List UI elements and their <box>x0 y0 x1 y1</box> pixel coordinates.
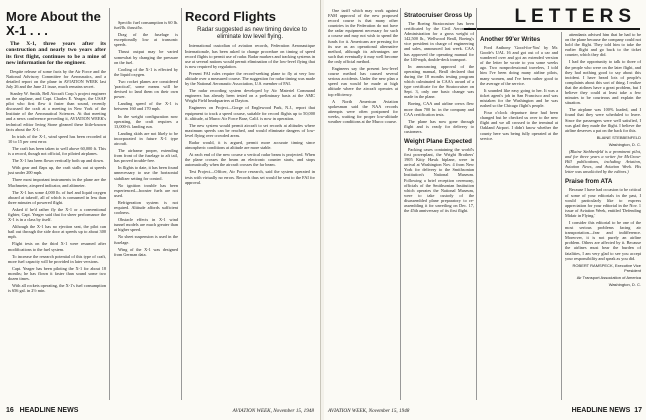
xone-column-2 <box>112 8 178 400</box>
column-rule <box>109 8 110 400</box>
record-paragraph: Radar would, it is argued, permit more accurate timing since atmospheric conditions at altitude are more stable. <box>185 140 315 151</box>
record-paragraph: The radar recording system developed by Air Materiel Command engineers has already been tested on a preliminary basis at the AMC Wright Field headquarters at Dayton. <box>185 88 315 104</box>
record-paragraph: At each end of the new course a vertical radar beam is projected. When the plane crosses the beam an electronic counter starts, and stops automatically when the aircraft crosses the far beam. <box>185 152 315 168</box>
column-rule <box>476 8 477 400</box>
xone-bullet: To increase the research potential of this type of craft, more fuel capacity will be provided in later versions. <box>8 253 106 264</box>
stratocruiser-paragraph: Boeing, CAA and airline crews flew more than 700 hr. in the company and CAA certification tests. <box>404 101 474 117</box>
stratocruiser-paragraph: In announcing approval of the operating manual, Beall declared that during the 18 months testing program which culminated in CAA's award of a type certificate for the Stratocruiser on Sept. 3, only one basic change was made in the plane. <box>404 63 474 100</box>
issue-date: AVIATION WEEK, November 15, 1948 <box>328 408 410 414</box>
stratocruiser-paragraph: The plane has now gone through flight and is ready for delivery to customers. <box>404 118 474 134</box>
xone-paragraph: Despite release of some facts by the Air Force and the National Advisory Committee for Aeronautics, and a detailed report on the plane in AVIATION WEEK last July 26 and the June 21 issue, much remains secret. <box>6 68 106 89</box>
xone-intro: The X-1, three years after its construction and nearly two years after its first flight, continues to be a mine of new information for the engineer. <box>6 41 106 67</box>
news-column-2 <box>404 8 474 400</box>
xone-bullet: Landing speed of the X-1 is between 160 and 170 mph. <box>114 101 178 112</box>
xone-bullet: Specific fuel consumption is 60 lb. fuel/lb. thrust/hr. <box>114 20 178 31</box>
xone-bullet: With all rockets operating, the X-1's fuel consumption is 656 gal. in 2½ min. <box>8 283 106 294</box>
stratocruiser-heading: Stratocruiser Gross Up <box>404 12 473 19</box>
record-flights-column <box>185 8 315 400</box>
fam-paragraph: One tariff which may work against FAM approval of the new proposed record course is that many other countries in the Federation do not have the radar equipment necessary for such a course and may not wish to spend the funds for it. Americans are pressing for its use as an operational alternative method, although its advantages are such that eventually it may well become the only official method. <box>328 8 398 64</box>
xone-bullet: Thrust output may be varied somewhat by changing the pressure on the fuel. <box>114 49 178 65</box>
record-flights-heading: Record Flights <box>185 9 277 24</box>
fam-paragraph: A North American Aviation spokesman said the NAA records attempts were often postponed for weeks, waiting for proper low-altitude weather conditions at the Muroc course. <box>328 98 398 124</box>
xone-bullet: Obstacle effects in X-1 wind tunnel models are much greater than at higher speed. <box>114 217 178 233</box>
letter-paragraph: I had the opportunity to talk to three of the people who were on the later flight, and they had nothing good to say about this incident. I have heard lots of people's complaints about this sort of thing. I realize that the airlines have a great problem, but I believe they could at least take a few minutes to be courteous and explain the situation. <box>565 59 641 106</box>
column-rule <box>181 8 182 400</box>
page-number: 17 <box>634 407 642 414</box>
xone-bullet: Three most important instruments in the plane are the Machmeter, airspeed indicator, and altimeter. <box>8 177 106 188</box>
column-rule <box>561 32 562 400</box>
xone-bullet: In the weight configuration now operating, the craft requires a 13,000-ft. landing run. <box>114 113 178 129</box>
letter-paragraph: It sounded like easy going to her. It was a ticket agent's job in San Francisco and was mistaken for the Washington and he was rushed so the Chicago flight's people. <box>480 87 558 109</box>
xone-bullet: Drag of the fuselage is exceptionally low at transonic speeds. <box>114 32 178 48</box>
xone-bullet: The craft has been taken to well above 60,000 ft. This is a record, though not official, for piloted airplanes. <box>8 145 106 157</box>
xone-bullet: Although the X-1 has no ejection seat, the pilot can bail out through the side door at speeds up to about 300 mph. <box>8 224 106 240</box>
footer-right <box>572 406 642 416</box>
praise-signature: Washington, D. C. <box>608 282 641 288</box>
letter-paragraph: Ford Anthony 'Good-for-You' by Mr. Goode's UAL 16 and got out of a car and wandered over and got an extended version of the letter he wrote to you some weeks ago. Two nonprofessional travelers, I told him I've been doing many airline pilots, many women, and I've been rather good to the average of the service. <box>480 45 558 86</box>
praise-paragraph: I consider this editorial to be one of the most serious problems facing air transportation—fear and indifference. Moreover, it is not purely an airline problem. Others are affected by it. Because the airlines must bear the burden of fatalities, I am very glad to see you accept your responsibility and speak as you did. <box>565 220 641 261</box>
letter-99er-heading: Another 99'er Writes <box>480 36 541 43</box>
weight-paragraph: Packing cases containing the world's first powerplant, the Wright Brothers' 1905 Kitty Hawk biplane, were in arrival at Washington Nov. 4 from New York for delivery to the Smithsonian Institution's National Museum. Following a brief reception ceremony, officials of the Smithsonian Institution which operates the National Museum, were to take custody of the disassembled plane preparatory to re-assembling it for unveiling on Dec. 17, the 45th anniversary of its first flight. <box>404 146 474 214</box>
record-paragraph: Present FAI rules require the record-seeking plane to fly at very low altitude over a measured course. The suggestion for radar timing was made by the National Aeronautic Association, U.S. member of FAI. <box>185 70 315 87</box>
xone-bullet: No sheet suspension is used in the fuselage. <box>114 234 178 245</box>
xone-bullet: Two rocket planes are considered 'practical', some means will be devised to land them on their own power. <box>114 78 178 100</box>
xone-bullet: Cooling of the X-1 is effected by the liquid oxygen. <box>114 66 178 77</box>
weight-heading: Weight Plane Expected <box>404 137 472 145</box>
letters-header-band <box>464 6 640 30</box>
record-flights-deck: Radar suggested as new timing device to eliminate low level flying. <box>197 27 307 41</box>
praise-heading: Praise from ATA <box>565 178 613 186</box>
record-paragraph: Test Project—Officer, Air Force research, said the system operated in tests with virtually no errors. Records thus set would be sent to the FAI for approval. <box>185 169 315 185</box>
page-number: 16 <box>6 407 14 414</box>
xone-bullet: Asked if he'd rather fly the X-1 or a conventional fighter, Capt. Yeager said that for sheer performance the X-1 is in a class by itself. <box>8 206 106 223</box>
letter-signature: Washington, D. C. <box>608 141 641 147</box>
xone-bullet: The X-1 has some 4,000 lb. of fuel and liquid oxygen aboard at takeoff, all of which is consumed in less than three minutes of powered flight. <box>8 189 106 205</box>
letter-paragraph: Four o'clock departure time had been changed but he checked us over to the new flight and we all crossed to the terminal at Oakland Airport. I didn't know whether the county here was being fully operated at the service. <box>480 110 558 141</box>
right-page <box>324 0 646 420</box>
section-name: HEADLINE NEWS <box>19 407 79 414</box>
issue-date: AVIATION WEEK, November 15, 1948 <box>232 408 314 414</box>
section-name: HEADLINE NEWS <box>571 407 631 414</box>
xone-bullet: In flights to date, it has been found unnecessary to use the horizontal stabilizer setting for control. <box>114 165 178 181</box>
news-column-1 <box>328 8 398 400</box>
left-page <box>0 0 321 420</box>
xone-bullet: Capt. Yeager has been piloting the X-1 for about 18 months; he has flown it faster than sound some two dozen times. <box>8 265 106 281</box>
xone-bullet: Wing of the X-1 was designed from German data. <box>114 246 178 257</box>
xone-bullet: With gear and flaps up, the craft stalls out at speeds just under 200 mph. <box>8 165 106 176</box>
editor-note: (Blaine Stebbenfeld is a prominent pilot, and for three years a writer for McGraw-Hill publications, including Aviation, Aviation News, and Aviation Week. His letter was unsolicited by the editors.) <box>565 148 641 175</box>
xone-bullet: No ignition trouble has been experienced—booster fuels are not used. <box>114 182 178 198</box>
xone-column-1 <box>6 8 106 400</box>
xone-heading: More About the X-1 . . . <box>6 9 101 38</box>
column-rule <box>400 8 401 400</box>
left-footer <box>6 406 314 416</box>
letter-signature: BLAINE STEBBENFELD <box>596 134 641 140</box>
letters-column-1 <box>480 32 558 400</box>
fam-paragraph: Engineers say the present low-level course method has caused several serious accidents. Under the new plan a speed run would be made at high altitude where the aircraft operates at top efficiency. <box>328 66 398 97</box>
xone-bullet: In trials of the X-1, wind speed has been recorded at 10 to 15 per cent error. <box>8 133 106 144</box>
praise-paragraph: Because I have had occasion to be critical of some of your editorials in the past, I would particularly like to express appreciation for your editorial in the Nov. 1 issue of Aviation Week, entitled 'Defending Midair in Flying.' <box>565 187 641 218</box>
praise-signature: Air Transport Association of America <box>576 274 641 280</box>
xone-paragraph: Stanley W. Smith, Bell Aircraft Corp.'s project engineer on the airplane, and Capt. Charles E. Yeager, the USAF pilot who first flew it faster than sound, recently discussed the craft at a meeting in New York of the Institute of the Aeronautical Sciences. At that meeting and a news conference preceding it, AVIATION WEEK's technical editor Irving Stone gleaned these little-known facts about the X-1: <box>6 91 106 132</box>
letters-title: LETTERS <box>514 6 636 27</box>
praise-signature: ROBERT RAMSPECK, Executive Vice President <box>572 262 641 273</box>
xone-bullet: Refrigeration system is not required. Altitude affords sufficient coolness. <box>114 199 178 216</box>
record-paragraph: Engineers on Project—Gorge of Englewood Park, N.J., report that equipment to track a speed course, suitable for record flights up to 50,000 ft. altitude, at Muroc Air Force Base, Calif. is now in operation. <box>185 105 315 121</box>
stratocruiser-paragraph: The Boeing Stratocruiser has been certificated by the Civil Aeronautics Administration for a gross weight of 142,500 lb., Wellwood Beall, Boeing's vice president in charge of engineering and sales, announced last week. CAA has approved the operating manual for the 140-mph, double-deck transport. <box>404 21 474 62</box>
xone-bullet: Landing skids are not likely to be incorporated in future X-1 type aircraft. <box>114 130 178 146</box>
record-paragraph: The new system would permit aircraft to set records at altitudes where maximum speeds can be reached, and would eliminate dangers of low-level flying over crowded areas. <box>185 122 315 138</box>
right-footer <box>328 406 642 416</box>
xone-bullet: Flight tests on the third X-1 were resumed after modifications to the fuel system. <box>8 241 106 252</box>
letters-column-2 <box>565 32 641 400</box>
record-paragraph: International custodian of aviation records, Federation Aeronautique Internationale, has been asked to change procedure on timing of speed record flights to permit use of radar. Radar markers and tracking systems in use at several nations would permit elimination of the low-level flying that is now required by regulation. <box>185 43 315 69</box>
xone-bullet: The X-1 has been flown vertically both up and down. <box>12 158 104 164</box>
letter-paragraph: The airplane was 100% loaded, and I found that they were scheduled to leave. Since the passengers were well satisfied, I was glad they made the flight. I believe the airline deserves a pat on the back for this. <box>565 107 641 133</box>
xone-bullet: The airframe proper, extending from front of the fuselage to aft tail, has proved trouble-free. <box>114 148 178 164</box>
letter-paragraph: attendants advised him that he had to be on the plane because the company could not hold the flight. They told him to take the earlier flight and go back to the ticket counter, which they did. <box>565 32 641 58</box>
